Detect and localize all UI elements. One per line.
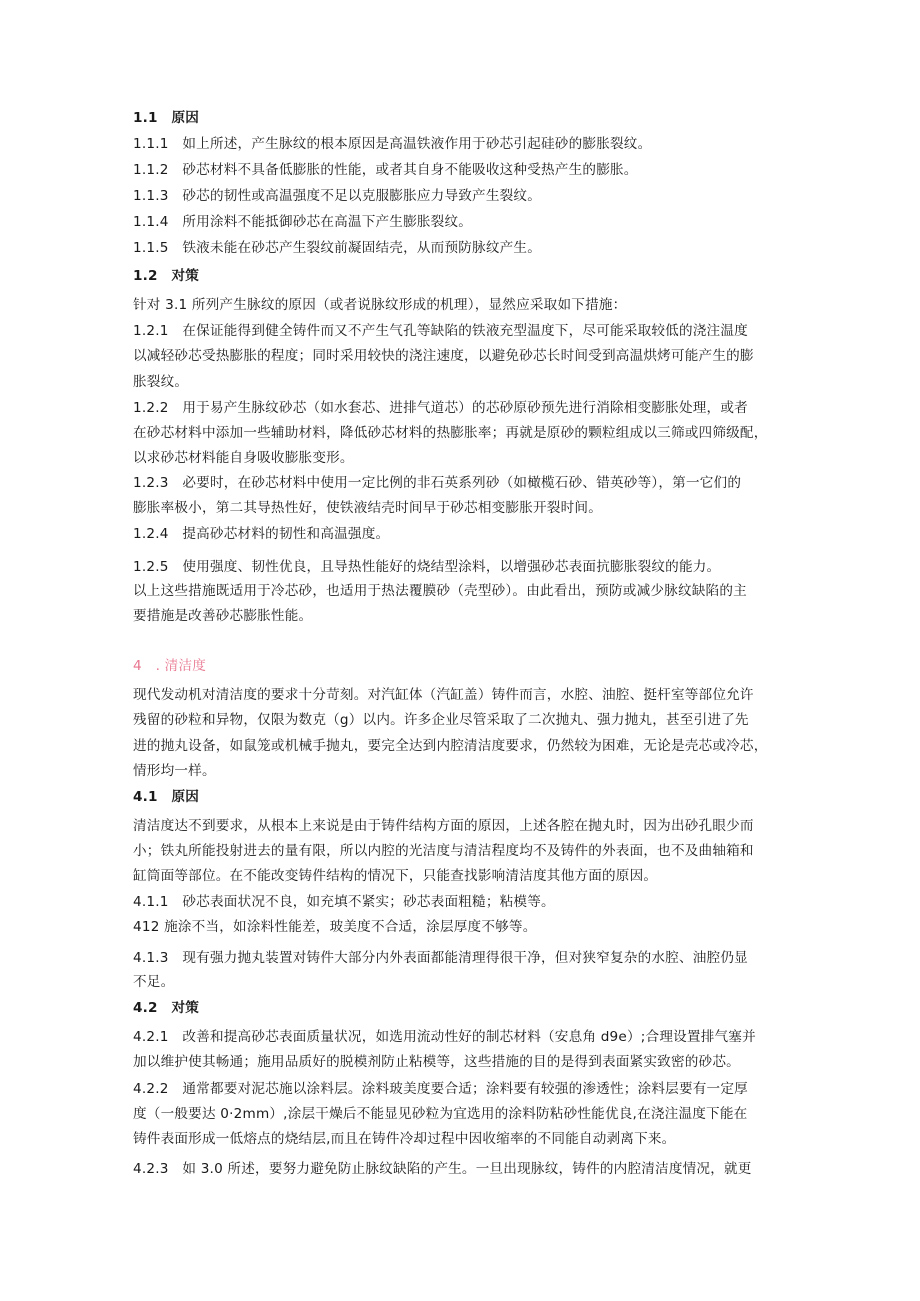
para-1-2-2-line-1: 1.2.2 用于易产生脉纹砂芯（如水套芯、进排气道芯）的芯砂原砂预先进行消除相变膨胀处理，或者 [133,400,748,416]
para-4-line-4: 情形均一样。 [133,763,216,779]
section-heading-4: 4 . 清洁度 [133,658,207,674]
para-1-1-4: 1.1.4 所用涂料不能抵御砂芯在高温下产生膨胀裂纹。 [133,214,473,230]
para-4-2-1-line-1: 4.2.1 改善和提高砂芯表面质量状况，如选用流动性好的制芯材料（安息角 d9e）;合理设置排气塞并 [133,1029,756,1045]
heading-1-1: 1.1 原因 [133,110,200,126]
para-1-2-1-line-1: 1.2.1 在保证能得到健全铸件而又不产生气孔等缺陷的铁液充型温度下，尽可能采取较低的浇注温度 [133,323,748,339]
para-4-2-2-line-2: 度（一般要达 0·2mm）,涂层干燥后不能显见砂粒为宜选用的涂料防粘砂性能优良,在浇注温度下能在 [133,1106,748,1122]
para-4-1-3-line-1: 4.1.3 现有强力抛丸装置对铸件大部分内外表面都能清理得很干净，但对狭窄复杂的水腔、油腔仍显 [133,950,748,966]
para-4-line-3: 进的抛丸设备，如鼠笼或机械手抛丸，要完全达到内腔清洁度要求，仍然较为困难，无论是壳芯或冷芯， [133,738,768,754]
para-1-2-1-line-3: 胀裂纹。 [133,374,189,390]
para-4-1-1: 4.1.1 砂芯表面状况不良，如充填不紧实；砂芯表面粗糙；粘模等。 [133,894,555,910]
para-4-1-2: 412 施涂不当，如涂料性能差，玻美度不合适，涂层厚度不够等。 [133,919,537,935]
para-4-2-2-line-1: 4.2.2 通常都要对泥芯施以涂料层。涂料玻美度要合适；涂料要有较强的渗透性；涂料层要有一定厚 [133,1081,748,1097]
para-1-1-5: 1.1.5 铁液未能在砂芯产生裂纹前凝固结壳，从而预防脉纹产生。 [133,240,542,256]
para-summary-line-2: 要措施是改善砂芯膨胀性能。 [133,608,313,624]
heading-1-2: 1.2 对策 [133,268,200,284]
heading-4-2: 4.2 对策 [133,1000,200,1016]
para-4-1-line-1: 清洁度达不到要求，从根本上来说是由于铸件结构方面的原因，上述各腔在抛丸时，因为出砂孔眼少而 [133,818,754,834]
para-1-2-5: 1.2.5 使用强度、韧性优良，且导热性能好的烧结型涂料，以增强砂芯表面抗膨胀裂纹的能力。 [133,559,721,575]
para-1-2-3-line-2: 膨胀率极小，第二其导热性好，使铁液结壳时间早于砂芯相变膨胀开裂时间。 [133,500,602,516]
para-1-2-2-line-2: 在砂芯材料中添加一些辅助材料，降低砂芯材料的热膨胀率；再就是原砂的颗粒组成以三筛或四筛级配， [133,425,768,441]
para-4-1-line-3: 缸筒面等部位。在不能改变铸件结构的情况下，只能查找影响清洁度其他方面的原因。 [133,868,658,884]
para-1-1-2: 1.1.2 砂芯材料不具备低膨胀的性能，或者其自身不能吸收这种受热产生的膨胀。 [133,162,638,178]
para-4-line-1: 现代发动机对清洁度的要求十分苛刻。对汽缸体（汽缸盖）铸件而言，水腔、油腔、挺杆室等部位允许 [133,687,754,703]
para-1-2-4: 1.2.4 提高砂芯材料的韧性和高温强度。 [133,526,390,542]
para-1-2-1-line-2: 以减轻砂芯受热膨胀的程度；同时采用较快的浇注速度，以避免砂芯长时间受到高温烘烤可能产生的膨 [133,348,754,364]
para-1-1-1: 1.1.1 如上所述，产生脉纹的根本原因是高温铁液作用于砂芯引起硅砂的膨胀裂纹。 [133,136,652,152]
para-summary-line-1: 以上这些措施既适用于冷芯砂，也适用于热法覆膜砂（壳型砂）。由此看出，预防或减少脉纹缺陷的主 [133,583,747,599]
heading-4-1: 4.1 原因 [133,789,200,805]
para-4-2-3-line-1: 4.2.3 如 3.0 所述，要努力避免防止脉纹缺陷的产生。一旦出现脉纹，铸件的内腔清洁度情况，就更 [133,1161,752,1177]
para-4-2-2-line-3: 铸件表面形成一低熔点的烧结层,而且在铸件冷却过程中因收缩率的不同能自动剥离下来。 [133,1131,676,1147]
para-4-1-line-2: 小；铁丸所能投射进去的量有限，所以内腔的光洁度与清洁程度均不及铸件的外表面，也不及曲轴箱和 [133,843,754,859]
para-1-2-3-line-1: 1.2.3 必要时，在砂芯材料中使用一定比例的非石英系列砂（如橄榄石砂、错英砂等），第一它们的 [133,475,742,491]
para-4-1-3-line-2: 不足。 [133,974,175,990]
para-intro-1-2: 针对 3.1 所列产生脉纹的原因（或者说脉纹形成的机理），显然应采取如下措施： [133,297,627,313]
para-4-2-1-line-2: 加以维护使其畅通；施用品质好的脱模剂防止粘模等，这些措施的目的是得到表面紧实致密的砂芯。 [133,1054,740,1070]
para-1-2-2-line-3: 以求砂芯材料能自身吸收膨胀变形。 [133,450,354,466]
para-4-line-2: 残留的砂粒和异物，仅限为数克（g）以内。许多企业尽管采取了二次抛丸、强力抛丸，甚至引进了先 [133,712,749,728]
para-1-1-3: 1.1.3 砂芯的韧性或高温强度不足以克服膨胀应力导致产生裂纹。 [133,188,542,204]
